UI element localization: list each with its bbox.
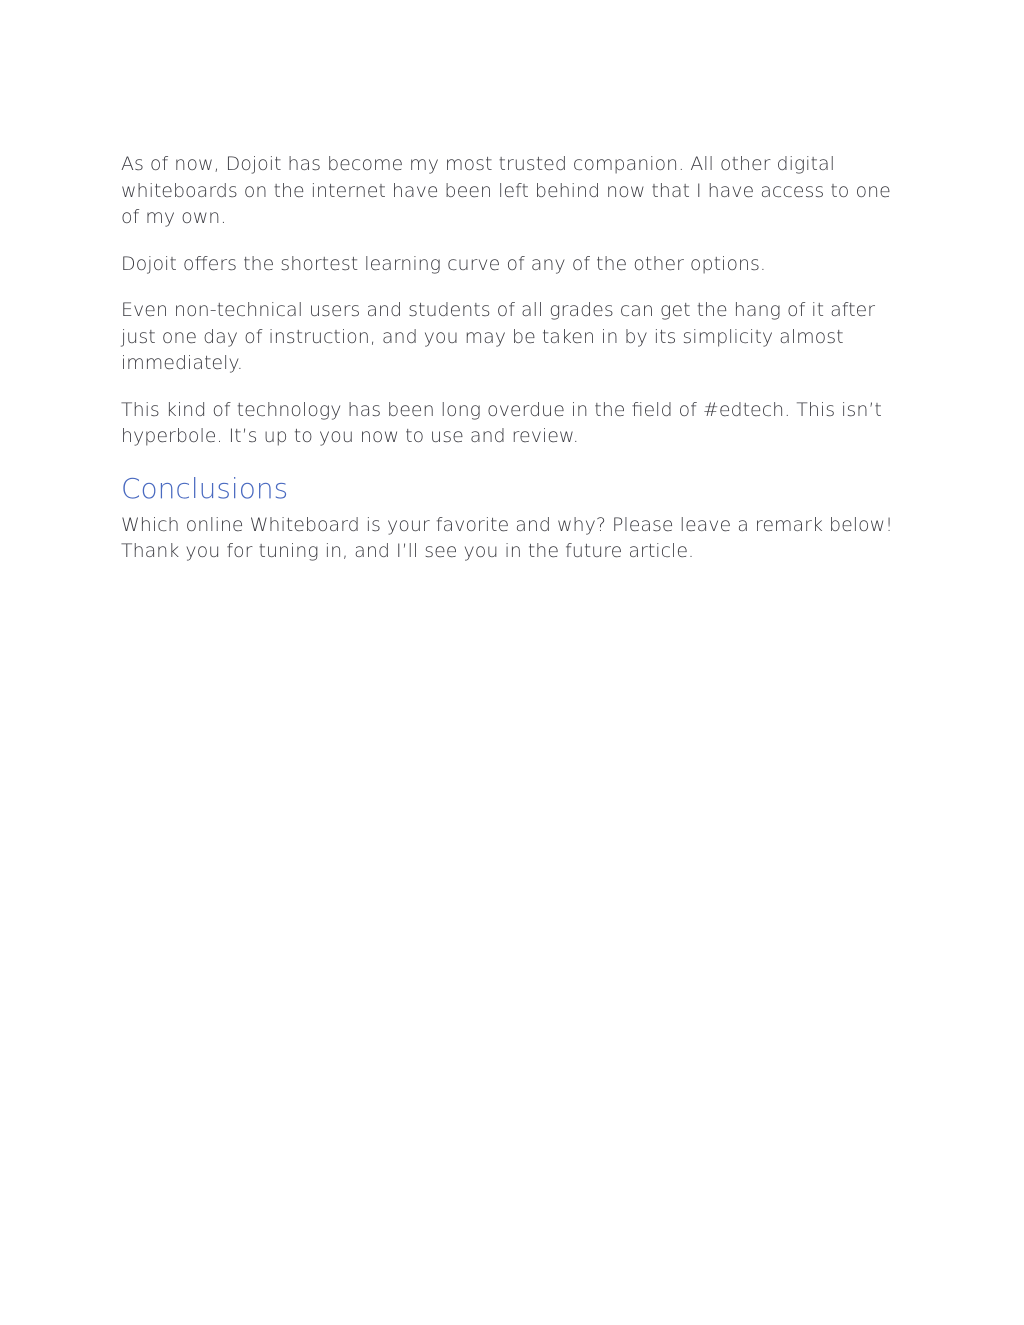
paragraph-non-technical-users: Even non-technical users and students of all grades can get the hang of it after just one day of instruction, and you may be taken in by its simplicity almost immediately.: [121, 299, 876, 374]
conclusions-line: Which online Whiteboard is your favorite and why? Please leave a remark below!: [121, 513, 893, 536]
conclusions-line: Thank you for tuning in, and I’ll see you in the future article.: [121, 540, 695, 562]
document-body: [121, 151, 896, 565]
conclusions-body: [121, 512, 896, 565]
paragraph-dojoit-companion: As of now, Dojoit has become my most trusted companion. All other digital whiteboards on the internet have been left behind now that I have access to one of my own.: [121, 153, 891, 228]
paragraph-edtech: This kind of technology has been long overdue in the field of #edtech. This isn’t hyperbole. It’s up to you now to use and review.: [121, 398, 882, 447]
paragraph-learning-curve: Dojoit offers the shortest learning curve of any of the other options.: [121, 252, 766, 275]
conclusions-heading: Conclusions: [121, 471, 289, 505]
